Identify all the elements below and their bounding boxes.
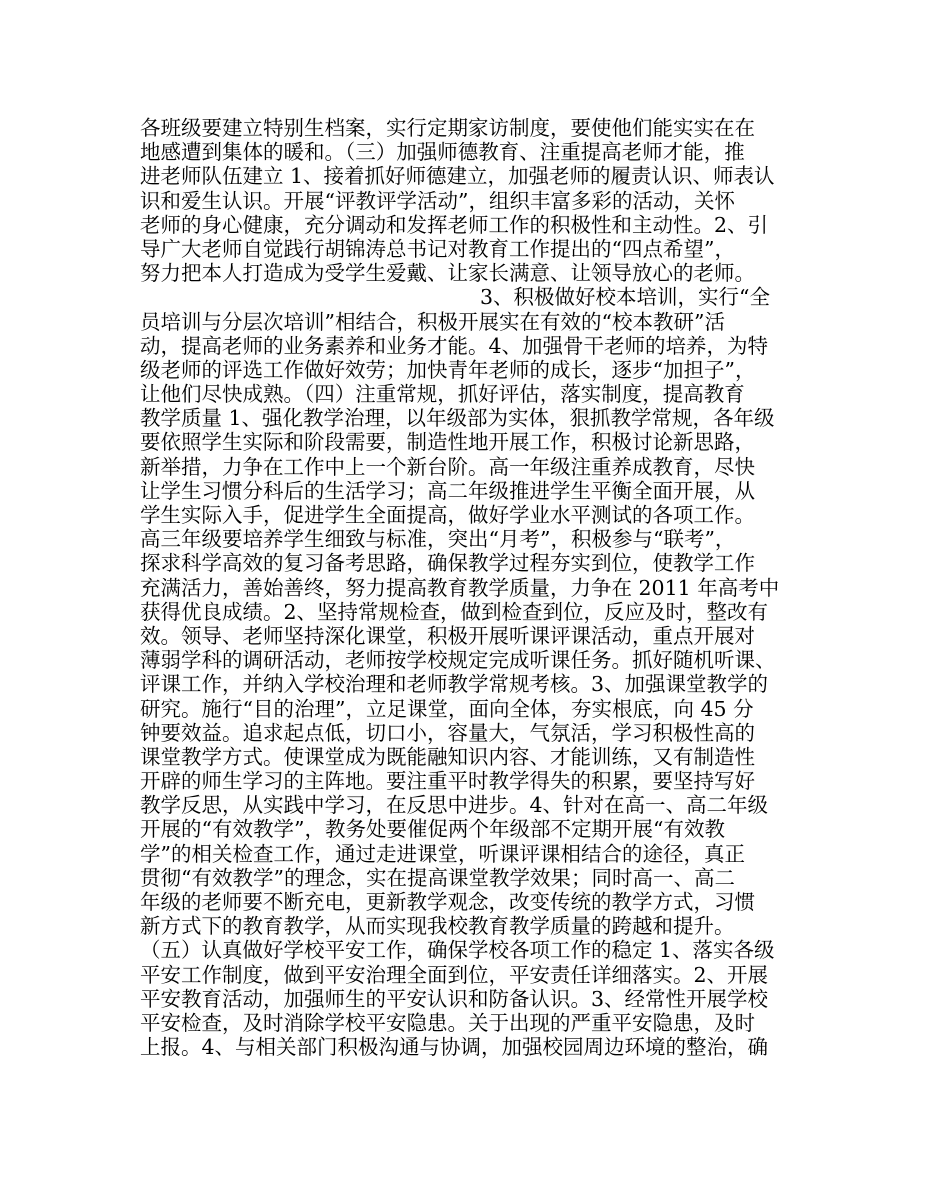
text-line: 教学质量 1、强化教学治理，以年级部为实体，狠抓教学常规，各年级	[140, 406, 775, 431]
text-line: 让他们尽快成熟。（四）注重常规，抓好评估，落实制度，提高教育	[140, 382, 745, 407]
text-line: 年级的老师要不断充电，更新教学观念，改变传统的教学方式，习惯	[140, 890, 755, 914]
text-line: 地感遭到集体的暖和。（三）加强师德教育、注重提高老师才能，推	[140, 140, 745, 165]
text-line: 充满活力，善始善终，努力提高教育教学质量，力争在 2011 年高考中	[140, 575, 780, 600]
text-line: 开辟的师生学习的主阵地。要注重平时教学得失的积累，要坚持写好	[140, 769, 755, 794]
text-line: 各班级要建立特别生档案，实行定期家访制度，要使他们能实实在在	[140, 116, 755, 140]
text-line: 钟要效益。追求起点低，切口小，容量大，气氛活，学习积极性高的	[140, 720, 755, 745]
text-line: （五）认真做好学校平安工作，确保学校各项工作的稳定 1、落实各级	[140, 938, 775, 963]
text-line: 薄弱学科的调研活动，老师按学校规定完成听课任务。抓好随机听课、	[140, 648, 776, 673]
text-line: 让学生习惯分科后的生活学习；高二年级推进学生平衡全面开展，从	[140, 478, 755, 503]
text-line: 努力把本人打造成为受学生爱戴、让家长满意、让领导放心的老师。	[140, 261, 755, 286]
text-line: 教学反思，从实践中学习，在反思中进步。4、针对在高一、高二年级	[140, 793, 769, 818]
text-line: 级老师的评选工作做好效劳；加快青年老师的成长，逐步“加担子”，	[140, 357, 756, 382]
text-line: 效。领导、老师坚持深化课堂，积极开展听课评课活动，重点开展对	[140, 623, 755, 648]
text-line: 识和爱生认识。开展“评教评学活动”，组织丰富多彩的活动，关怀	[140, 188, 735, 213]
text-line: 课堂教学方式。使课堂成为既能融知识内容、才能训练，又有制造性	[140, 744, 755, 769]
text-line: 上报。4、与相关部门积极沟通与协调，加强校园周边环境的整治，确	[140, 1035, 769, 1060]
text-line: 评课工作，并纳入学校治理和老师教学常规考核。3、加强课堂教学的	[140, 672, 769, 697]
text-line: 开展的“有效教学”，教务处要催促两个年级部不定期开展“有效教	[140, 817, 725, 842]
text-line: 新方式下的教育教学，从而实现我校教育教学质量的跨越和提升。	[140, 914, 735, 939]
text-line: 要依照学生实际和阶段需要，制造性地开展工作，积极讨论新思路，	[140, 430, 755, 455]
text-line: 研究。施行“目的治理”，立足课堂，面向全体，夯实根底，向 45 分	[140, 696, 754, 721]
text-line: 员培训与分层次培训”相结合，积极开展实在有效的“校本教研”活	[140, 309, 725, 334]
text-line: 平安工作制度，做到平安治理全面到位，平安责任详细落实。2、开展	[140, 962, 769, 987]
text-line: 探求科学高效的复习备考思路，确保教学过程夯实到位，使教学工作	[140, 551, 755, 576]
text-line: 老师的身心健康，充分调动和发挥老师工作的积极性和主动性。2、引	[140, 212, 769, 237]
text-line: 获得优良成绩。2、坚持常规检查，做到检查到位，反应及时，整改有	[140, 599, 769, 624]
text-line: 进老师队伍建立 1、接着抓好师德建立，加强老师的履责认识、师表认	[140, 164, 775, 189]
body-text	[140, 116, 820, 1059]
text-line: 学生实际入手，促进学生全面提高，做好学业水平测试的各项工作。	[140, 503, 755, 527]
text-line: 动，提高老师的业务素养和业务才能。4、加强骨干老师的培养，为特	[140, 333, 769, 358]
text-line: 贯彻“有效教学”的理念，实在提高课堂教学效果；同时高一、高二	[140, 865, 735, 890]
text-line: 高三年级要培养学生细致与标准，突出“月考”，积极参与“联考”，	[140, 527, 736, 552]
text-line: 导广大老师自觉践行胡锦涛总书记对教育工作提出的“四点希望”，	[140, 236, 735, 261]
text-line: 平安检查，及时消除学校平安隐患。关于出现的严重平安隐患，及时	[140, 1010, 755, 1035]
text-line: 平安教育活动，加强师生的平安认识和防备认识。3、经常性开展学校	[140, 986, 769, 1011]
text-line: 新举措，力争在工作中上一个新台阶。高一年级注重养成教育，尽快	[140, 454, 755, 479]
text-line: 学”的相关检查工作，通过走进课堂，听课评课相结合的途径，真正	[140, 841, 745, 866]
text-line: 3、积极做好校本培训，实行“全	[480, 285, 771, 310]
